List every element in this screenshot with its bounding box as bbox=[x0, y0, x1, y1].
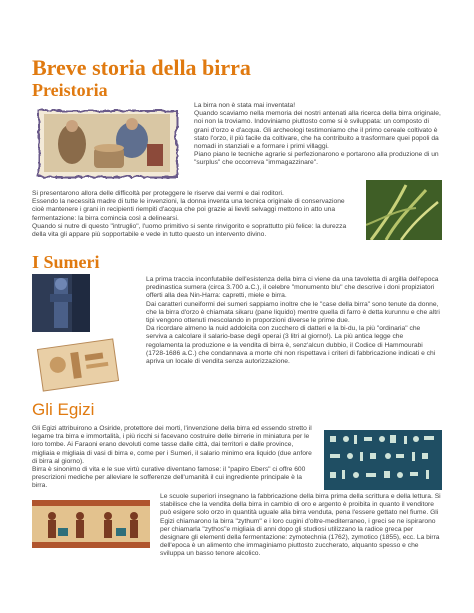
section-heading-egizi: Gli Egizi bbox=[32, 400, 95, 419]
text-paragraph: Da ricordare almeno la nuid addolcita con zucchero di datteri e la bi-du, la più "ordinaria" che serviva a calcolare il salario-base degli operai (3 litri al giorno!). La più antica legge che regolamenta la produzione e la vendita di birra è, senz'alcun dubbio, il Codice di Hammourabi (1728-1686 a.C.) che condannava a morte chi non rispettava i criteri di fabbricazione indicati e chi apriva un locale di vendita senza autorizzazione. bbox=[146, 325, 436, 366]
section-heading-sumeri: I Sumeri bbox=[32, 252, 100, 272]
text-paragraph: Dai caratteri cuneiformi dei sumeri sappiamo inoltre che le "case della birra" sono tenute da donne, che la birra d'orzo è chiamata sikaru (pane liquido) mentre quella di farro è detta kurunnu e che altri tipi vengono ottenuti mescolando in proporzioni diverse le prime due. bbox=[146, 300, 440, 325]
egizi-text-a bbox=[32, 425, 312, 491]
text-paragraph: La prima traccia inconfutabile dell'esistenza della birra ci viene da una tavoletta di argilla dell'epoca predinastica sumera (circa 3.700 a.C.), il celebre "monumento blu" che descrive i doni propiziatori offerti alla dea Nin-Harra: capretti, miele e birra. bbox=[146, 276, 439, 300]
sumeri-text bbox=[146, 276, 442, 366]
section-heading-preistoria: Preistoria bbox=[32, 80, 108, 100]
text-paragraph: Quando scaviamo nella memoria dei nostri antenati alla ricerca della birra originale, noi non la troviamo. Indoviniamo piuttosto come si è sviluppata: un composto di grani d'orzo e d'acqua. Gli archeologi testimoniamo che il primo cereale coltivato è stato l'orzo, il più facile da coltivare, che ha contribuito a trasformare quei popoli da nomadi in stanziali e a formare i primi villaggi. bbox=[194, 110, 441, 151]
text-paragraph: Gli Egizi attribuirono a Osiride, protettore dei morti, l'invenzione della birra ed essendo stretto il legame tra birra e immortalità, i più ricchi si facevano costruire delle birrerie in miniatura per le loro tombe. Ai Faraoni erano devoluti come tasse dalle città, dai territori e dalle province, migliaia e migliaia di vasi di birra e, come per i Sumeri, il salario minimo era liquido (due anfore di birra al giorno). bbox=[32, 425, 312, 465]
egizi-text-b bbox=[160, 493, 442, 559]
sumerian-seal-impression bbox=[32, 336, 124, 394]
text-paragraph: Le scuole superiori insegnano la fabbricazione della birra prima della scrittura e della lettura. Si stabilisce che la vendita della birra in cambio di oro e argento è proibita in quanto il venditore può esigere solo orzo in quantità uguale alla birra venduta, pena l'essere gettato nel fiume. Gli Egizi chiamarono la birra "zythum" e i loro cugini d'oltre-mediterraneo, i greci se ne ispirarono per chiamarla "zythos"e migliaia di anni dopo gli studiosi utilizzano la radice greca per designare gli elementi della fermentazione: zymotechnia (1762), zymotico (1855), ecc. La birra dell'epoca è un alimento che immaginiamo piuttosto zuccherato, alquanto spesso e che sviluppa un basso tenore alcolico. bbox=[160, 493, 441, 558]
page-title: Breve storia della birra bbox=[32, 55, 251, 80]
text-paragraph: Birra è sinonimo di vita e le sue virtù curative diventano famose: il "papiro Ebers" ci offre 600 prescrizioni mediche per alleviare le sofferenze dell'umanità il cui ingrediente principale è la birra. bbox=[32, 466, 306, 490]
barley-photo bbox=[366, 180, 442, 240]
text-paragraph: Si presentarono allora delle difficoltà per proteggere le riserve dai vermi e dai roditori. bbox=[32, 190, 284, 197]
hieroglyph-panel bbox=[324, 430, 442, 490]
text-paragraph: Quando si nutre di questo "intruglio", l'uomo primitivo si sente rinvigorito e soprattutto più felice: la durezza della vita gli appare più sopportabile e vede in tutto questo un intervento divino. bbox=[32, 222, 347, 239]
prehistoric-brewing-illustration bbox=[32, 104, 182, 182]
sumerian-figure-photo bbox=[32, 274, 90, 332]
preistoria-body bbox=[32, 190, 352, 239]
text-paragraph: Piano piano le tecniche agrarie si perfezionarono e portarono alla produzione di un "surplus" che occorreva "immagazzinare". bbox=[194, 151, 439, 167]
text-paragraph: Essendo la necessità madre di tutte le invenzioni, la donna inventa una tecnica originale di conservazione cioè mantenere i grani in recipienti riempiti d'acqua che poi grazie ai lieviti selvaggi mettono in atto una fermentazione: la birra comincia così a delinearsi. bbox=[32, 198, 345, 222]
preistoria-intro bbox=[194, 102, 442, 168]
egyptian-wall-painting bbox=[32, 500, 150, 548]
text-paragraph: La birra non è stata mai inventata! bbox=[194, 102, 296, 109]
